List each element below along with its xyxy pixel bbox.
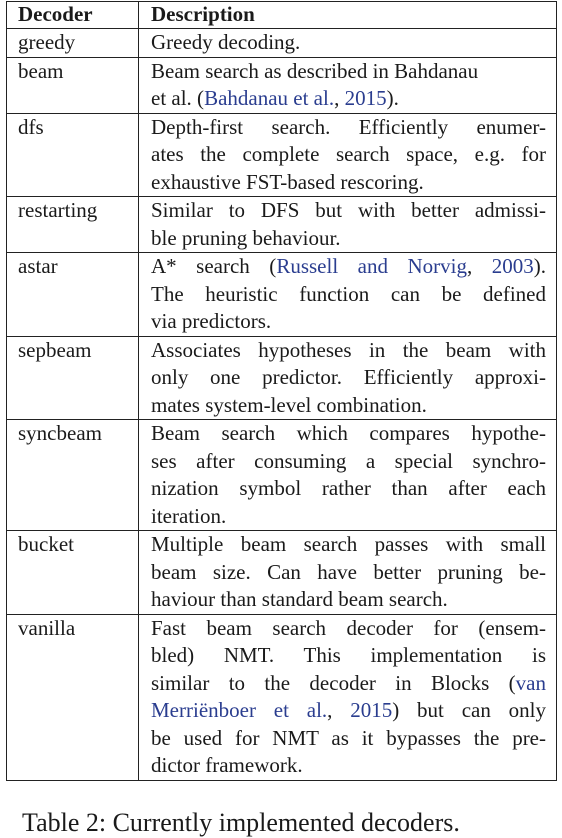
description-text: , <box>327 698 351 722</box>
table-row <box>7 253 557 337</box>
description-text: A* search ( <box>151 254 277 278</box>
description-text: Beam search as described in Bahdanau <box>151 58 479 83</box>
decoder-name: syncbeam <box>7 420 139 531</box>
description-text: nization symbol rather than after each <box>151 476 546 500</box>
citation-link[interactable]: 2003 <box>491 254 534 278</box>
decoder-name: bucket <box>7 531 139 615</box>
description-text: haviour than standard beam search. <box>151 587 448 611</box>
description-line <box>151 169 546 197</box>
description-text: iteration. <box>151 503 227 528</box>
decoder-name: sepbeam <box>7 336 139 420</box>
decoder-description <box>139 113 557 197</box>
description-line <box>151 670 546 698</box>
description-text: Associates hypotheses in the beam with <box>151 337 546 362</box>
description-text: , <box>334 86 345 110</box>
description-text: ble pruning behaviour. <box>151 225 341 250</box>
description-line <box>151 392 546 420</box>
decoder-description <box>139 531 557 615</box>
description-line <box>151 642 546 670</box>
description-line <box>151 225 546 253</box>
decoder-name: greedy <box>7 29 139 58</box>
description-line <box>151 475 546 503</box>
decoder-description <box>139 197 557 253</box>
description-text: Multiple beam search passes with small <box>151 532 546 556</box>
description-line <box>151 586 546 614</box>
description-line <box>151 615 546 643</box>
description-line <box>151 420 546 448</box>
description-text: be used for NMT as it bypasses the pre- <box>151 725 546 750</box>
description-text: The heuristic function can be defined <box>151 281 546 306</box>
description-text: only one predictor. Efficiently approxi- <box>151 365 546 389</box>
citation-link[interactable]: Bahdanau et al. <box>204 86 335 110</box>
description-text: bled) NMT. This implementation is <box>151 643 546 667</box>
description-text: Greedy decoding. <box>151 30 301 54</box>
header-description: Description <box>139 2 557 29</box>
description-line <box>151 725 546 753</box>
decoder-table <box>6 1 556 781</box>
description-line <box>151 253 546 281</box>
description-line <box>151 141 546 169</box>
description-text: ses after consuming a special synchro- <box>151 448 546 473</box>
description-line <box>151 448 546 476</box>
description-line <box>151 281 546 309</box>
table-row <box>7 29 557 58</box>
description-line <box>151 308 546 336</box>
table-body <box>7 29 557 781</box>
description-text: beam size. Can have better pruning be- <box>151 559 546 584</box>
table-row <box>7 197 557 253</box>
citation-link[interactable]: Russell and Norvig <box>276 254 467 278</box>
table <box>6 1 557 781</box>
description-line <box>151 85 546 113</box>
decoder-name: restarting <box>7 197 139 253</box>
description-line <box>151 559 546 587</box>
table-row <box>7 614 557 780</box>
table-row <box>7 57 557 113</box>
table-row <box>7 336 557 420</box>
description-line <box>151 29 546 57</box>
description-line <box>151 337 546 365</box>
description-text: dictor framework. <box>151 753 303 777</box>
description-text: , <box>467 254 492 278</box>
decoder-name: dfs <box>7 113 139 197</box>
description-line <box>151 503 546 531</box>
description-line <box>151 752 546 780</box>
description-text: et al. ( <box>151 86 205 110</box>
decoder-name: vanilla <box>7 614 139 780</box>
description-text: ) but can only <box>392 698 546 722</box>
citation-link[interactable]: van <box>515 670 546 695</box>
description-text: via predictors. <box>151 309 272 333</box>
citation-link[interactable]: Merriënboer et al. <box>151 698 328 722</box>
decoder-name: astar <box>7 253 139 337</box>
description-text: Fast beam search decoder for (ensem- <box>151 615 546 640</box>
description-text: Beam search which compares hypothe- <box>151 421 546 445</box>
decoder-description <box>139 614 557 780</box>
description-line <box>151 58 546 86</box>
description-text: mates system-level combination. <box>151 392 427 417</box>
header-decoder: Decoder <box>7 2 139 29</box>
description-text: exhaustive FST-based rescoring. <box>151 169 424 194</box>
table-row <box>7 531 557 615</box>
description-line <box>151 531 546 559</box>
description-text: Depth-first search. Efficiently enumer- <box>151 114 546 139</box>
header-row <box>7 2 557 29</box>
description-line <box>151 697 546 725</box>
citation-link[interactable]: 2015 <box>344 86 387 110</box>
description-text: similar to the decoder in Blocks ( <box>151 670 516 695</box>
decoder-name: beam <box>7 57 139 113</box>
description-text: ates the complete search space, e.g. for <box>151 142 546 166</box>
description-text: ). <box>386 86 399 110</box>
description-line <box>151 114 546 142</box>
table-row <box>7 420 557 531</box>
table-row <box>7 113 557 197</box>
decoder-description <box>139 29 557 58</box>
description-text: Similar to DFS but with better admissi- <box>151 198 546 222</box>
decoder-description <box>139 420 557 531</box>
citation-link[interactable]: 2015 <box>350 698 393 722</box>
description-line <box>151 197 546 225</box>
description-line <box>151 364 546 392</box>
decoder-description <box>139 336 557 420</box>
table-caption: Table 2: Currently implemented decoders. <box>22 808 460 837</box>
decoder-description <box>139 57 557 113</box>
decoder-description <box>139 253 557 337</box>
description-text: ). <box>533 254 547 278</box>
